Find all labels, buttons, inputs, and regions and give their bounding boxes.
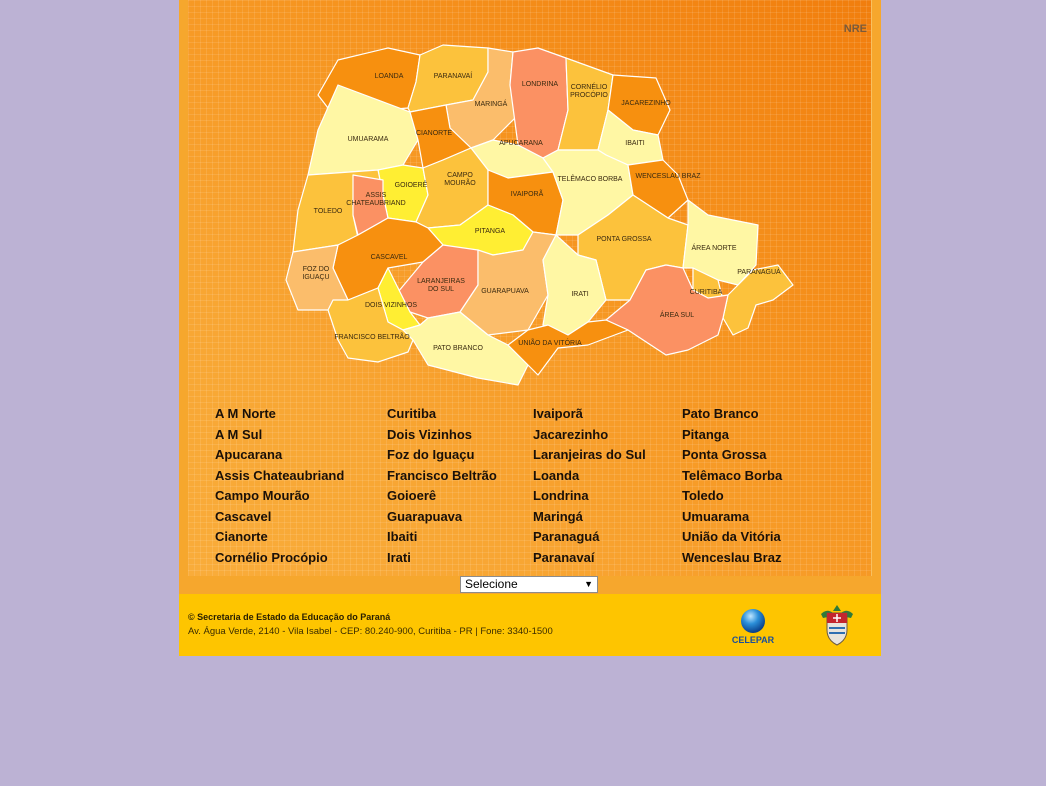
region-label-wenceslau-braz: WENCESLAU BRAZ [635,173,701,180]
footer-address: Av. Água Verde, 2140 - Vila Isabel - CEP: 80.240-900, Curitiba - PR | Fone: 3340-1500 [188,626,553,637]
region-label-cascavel: CASCAVEL [370,254,408,261]
nre-link[interactable]: Goioerê [387,488,437,503]
nre-link[interactable]: Assis Chateaubriand [215,467,345,483]
nre-link[interactable]: Cascavel [215,508,272,524]
nre-link[interactable]: Jacarezinho [533,426,609,442]
region-label-loanda: LOANDA [374,73,404,80]
nre-link[interactable]: Maringá [533,508,583,524]
nre-link[interactable]: Curitiba [387,406,437,421]
region-label-goioere: GOIOERÊ [394,182,428,189]
nre-link[interactable]: Wenceslau Braz [682,549,782,565]
region-label-paranagua: PARANAGUÁ [737,269,781,276]
region-label-londrina: LONDRINA [521,81,559,88]
parana-coat-of-arms-icon[interactable] [819,604,855,648]
nre-link[interactable]: Pato Branco [682,406,759,421]
region-label-laranjeiras-do-sul: LARANJEIRAS DO SUL [417,278,465,293]
region-label-maringa: MARINGÁ [474,101,508,108]
globe-icon [741,609,765,633]
nre-list-column-3 [533,404,646,568]
region-label-paranavai: PARANAVAÍ [433,73,473,80]
region-label-area-norte: ÁREA NORTE [691,245,737,252]
region-label-francisco-beltrao: FRANCISCO BELTRÃO [334,334,410,341]
region-label-umuarama: UMUARAMA [347,136,389,143]
region-label-ivaipora: IVAIPORÃ [510,191,544,198]
region-label-apucarana: APUCARANA [499,140,543,147]
nre-select-value: Selecione [465,577,518,591]
celepar-logo-text: CELEPAR [731,635,775,645]
nre-link[interactable]: Toledo [682,488,724,503]
nre-link[interactable]: Telêmaco Borba [682,467,783,483]
region-label-dois-vizinhos: DOIS VIZINHOS [364,302,418,309]
region-label-jacarezinho: JACAREZINHO [621,100,671,107]
region-label-ponta-grossa: PONTA GROSSA [596,236,652,243]
nre-link[interactable]: União da Vitória [682,529,781,544]
region-label-assis-chateaubriand: ASSIS CHATEAUBRIAND [346,192,406,207]
nre-link[interactable]: Umuarama [682,508,750,524]
region-label-pato-branco: PATO BRANCO [433,345,483,352]
nre-link[interactable]: Laranjeiras do Sul [533,447,646,462]
region-label-pitanga: PITANGA [474,228,506,235]
nre-label: NRE [843,23,867,35]
nre-link[interactable]: Ponta Grossa [682,447,767,462]
nre-link[interactable]: A M Sul [215,426,263,442]
nre-link[interactable]: A M Norte [215,406,276,421]
chevron-down-icon: ▼ [584,579,593,589]
region-label-ibaiti: IBAITI [625,140,645,147]
region-label-uniao-da-vitoria: UNIÃO DA VITÓRIA [518,340,582,347]
nre-link[interactable]: Francisco Beltrão [387,467,497,483]
nre-link[interactable]: Apucarana [215,447,283,462]
region-label-guarapuava: GUARAPUAVA [481,288,529,295]
region-label-foz-do-iguacu: FOZ DO IGUAÇU [302,266,330,281]
region-label-cornelio-procopio: CORNÉLIO PROCÓPIO [570,84,608,99]
nre-list-column-4 [682,404,782,568]
map-panel [188,0,872,576]
nre-link[interactable]: Ibaiti [387,529,418,544]
region-label-campo-mourao: CAMPO MOURÃO [444,172,476,187]
nre-link[interactable]: Cornélio Procópio [215,549,328,565]
page-frame [179,0,881,656]
nre-list-column-2 [387,404,497,568]
region-label-area-sul: ÁREA SUL [659,312,695,319]
nre-link[interactable]: Dois Vizinhos [387,426,472,442]
nre-select[interactable] [460,576,598,593]
nre-link[interactable]: Guarapuava [387,508,463,524]
nre-link[interactable]: Loanda [533,467,580,483]
region-label-curitiba: CURITIBA [689,289,723,296]
nre-link[interactable]: Campo Mourão [215,488,310,503]
nre-list-column-1 [215,404,344,568]
nre-link[interactable]: Londrina [533,488,589,503]
nre-link[interactable]: Irati [387,549,411,565]
nre-link[interactable]: Paranavaí [533,549,595,565]
celepar-logo[interactable] [728,605,778,649]
nre-link[interactable]: Foz do Iguaçu [387,447,475,462]
region-label-irati: IRATI [571,291,589,298]
region-label-cianorte: CIANORTE [415,130,453,137]
nre-link[interactable]: Pitanga [682,426,729,442]
footer [179,594,881,656]
nre-link[interactable]: Ivaiporã [533,406,583,421]
footer-copyright: © Secretaria de Estado da Educação do Paraná [188,612,391,622]
region-label-toledo: TOLEDO [313,208,343,215]
nre-link[interactable]: Cianorte [215,529,268,544]
nre-link[interactable]: Paranaguá [533,529,600,544]
region-label-telemaco-borba: TELÊMACO BORBA [557,176,623,183]
